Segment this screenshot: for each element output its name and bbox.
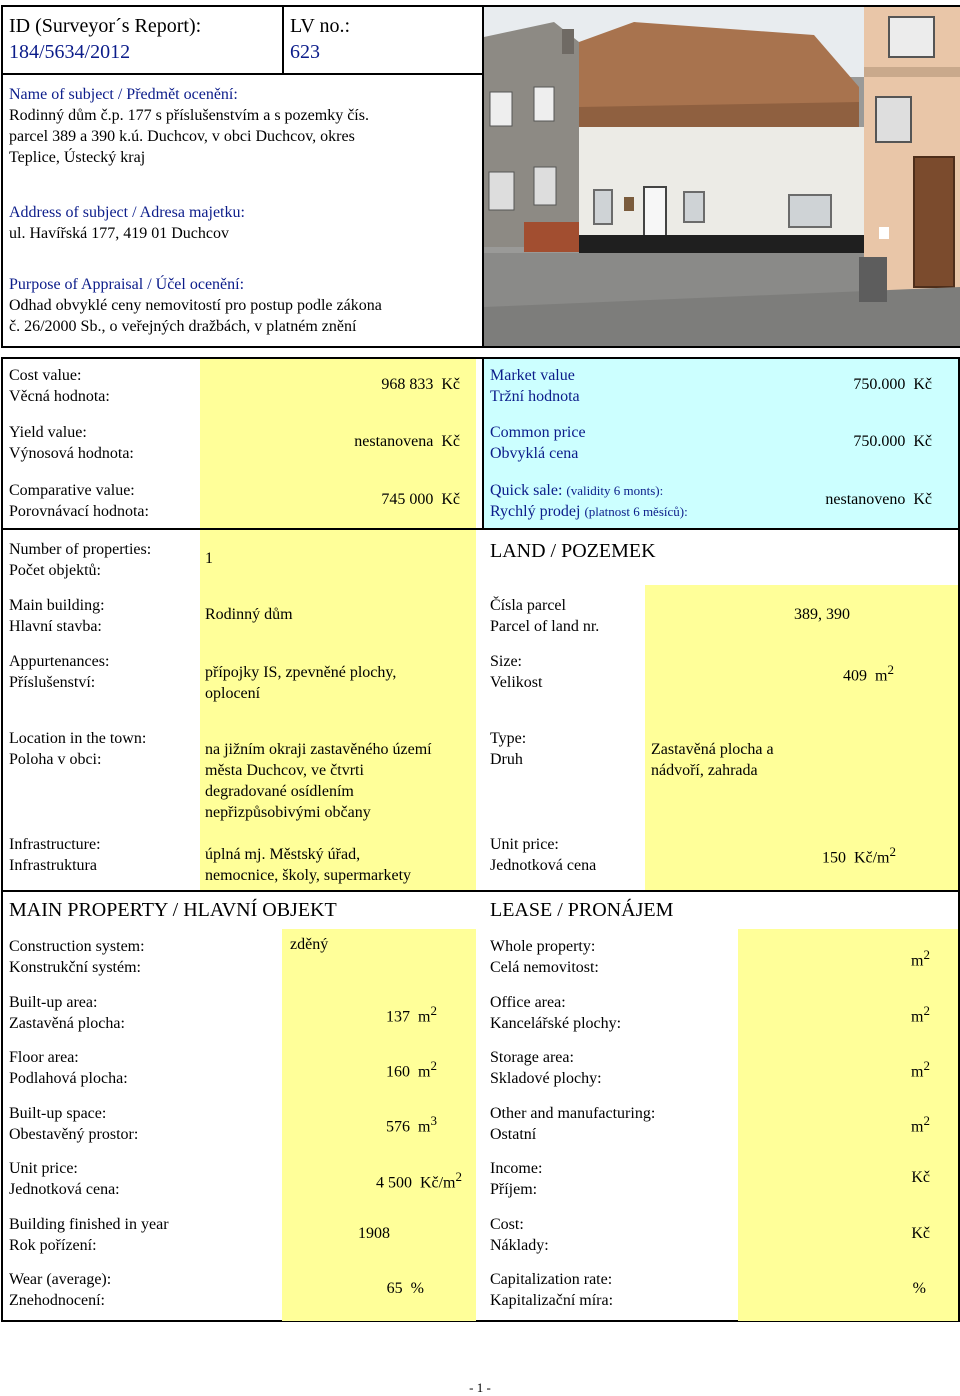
label-line: Počet objektů: <box>9 562 101 579</box>
label-line: Čísla parcel <box>490 597 566 614</box>
label-line: Unit price: <box>9 1160 78 1177</box>
label-line: Poloha v obci: <box>9 751 102 768</box>
unit: m <box>875 667 888 685</box>
house-photo-image <box>484 7 960 348</box>
unit-exponent: 2 <box>923 1058 930 1073</box>
label-line: Jednotková cena <box>490 857 597 874</box>
year-finished-label <box>9 1214 169 1256</box>
unit: m <box>911 952 924 970</box>
other-area-value <box>860 1113 930 1136</box>
currency: Kč <box>913 491 932 508</box>
amount: 65 <box>386 1280 403 1297</box>
amount: 745 000 <box>381 491 434 508</box>
quick-sale-en: Quick sale: <box>490 482 563 499</box>
label-line: Building finished in year <box>9 1216 169 1233</box>
subject-name-line: Teplice, Ústecký kraj <box>9 149 146 166</box>
label-line: Kancelářské plochy: <box>490 1015 622 1032</box>
currency: Kč <box>441 491 460 508</box>
capitalization-rate-unit: % <box>912 1280 926 1297</box>
label-line: Unit price: <box>490 836 559 853</box>
currency: Kč <box>913 433 932 450</box>
label-line: Office area: <box>490 994 566 1011</box>
building-unit-price-value <box>282 1169 462 1192</box>
unit-exponent: 2 <box>923 1003 930 1018</box>
parcel-value: 389, 390 <box>794 606 850 623</box>
purpose-label: Purpose of Appraisal / Účel ocenění: <box>9 276 245 293</box>
label-line: Storage area: <box>490 1049 574 1066</box>
land-section-title: LAND / POZEMEK <box>490 540 656 562</box>
label-line: Náklady: <box>490 1237 549 1254</box>
label-line: Construction system: <box>9 938 145 955</box>
cost-label <box>490 1214 549 1256</box>
purpose-line: Odhad obvyklé ceny nemovitostí pro postup podle zákona <box>9 297 382 314</box>
amount: 150 <box>821 849 846 867</box>
value-line: města Duchcov, ve čtvrti <box>205 762 364 779</box>
floor-area-value <box>282 1058 437 1081</box>
unit: Kč/m <box>853 849 890 867</box>
yield-value-label <box>9 422 134 464</box>
label-line: Income: <box>490 1160 543 1177</box>
land-size-value <box>700 662 894 685</box>
income-unit: Kč <box>911 1169 930 1186</box>
label-line: Zastavěná plocha: <box>9 1015 125 1032</box>
unit: m <box>911 1008 924 1026</box>
unit: m <box>911 1063 924 1081</box>
purpose-line: č. 26/2000 Sb., o veřejných dražbách, v platném znění <box>9 318 357 335</box>
unit-exponent: 2 <box>923 1113 930 1128</box>
id-value: 184/5634/2012 <box>9 41 131 63</box>
infrastructure-label <box>9 834 101 876</box>
amount: 968 833 <box>381 376 434 393</box>
label-line: Obestavěný prostor: <box>9 1126 139 1143</box>
currency: Kč <box>441 433 460 450</box>
surveyor-report-id <box>9 13 201 65</box>
amount: 4 500 <box>375 1174 412 1192</box>
label-line: Obvyklá cena <box>490 445 579 462</box>
quick-sale-label <box>490 480 688 522</box>
unit: m <box>418 1118 431 1136</box>
unit-exponent: 3 <box>430 1113 437 1128</box>
year-finished-value: 1908 <box>358 1225 390 1242</box>
office-area-value <box>860 1003 930 1026</box>
label-line: Other and manufacturing: <box>490 1105 656 1122</box>
label-line: Number of properties: <box>9 541 152 558</box>
unit-exponent: 2 <box>430 1058 437 1073</box>
unit-exponent: 2 <box>430 1003 437 1018</box>
wear-label <box>9 1269 111 1311</box>
label-line: Celá nemovitost: <box>490 959 599 976</box>
label-line: Skladové plochy: <box>490 1070 602 1087</box>
label-line: Common price <box>490 424 586 441</box>
label-line: Příjem: <box>490 1181 538 1198</box>
other-area-label <box>490 1103 655 1145</box>
parcel-label <box>490 595 599 637</box>
market-value-amount <box>700 376 932 394</box>
label-line: Parcel of land nr. <box>490 618 600 635</box>
label-line: Podlahová plocha: <box>9 1070 128 1087</box>
label-line: Capitalization rate: <box>490 1271 613 1288</box>
cost-unit: Kč <box>911 1225 930 1242</box>
whole-property-label <box>490 936 599 978</box>
common-price-label <box>490 422 586 464</box>
comparative-value-amount <box>200 491 460 509</box>
comparative-value-label <box>9 480 149 522</box>
value-line: nádvoří, zahrada <box>651 762 758 779</box>
unit-exponent: 2 <box>889 844 896 859</box>
amount: 409 <box>843 667 868 685</box>
income-label <box>490 1158 542 1200</box>
amount: 137 <box>386 1008 411 1026</box>
whole-property-value <box>860 947 930 970</box>
land-unit-price-label <box>490 834 596 876</box>
cost-value-amount <box>200 376 460 394</box>
property-values-bg <box>200 530 476 891</box>
unit: m <box>911 1118 924 1136</box>
builtup-area-label <box>9 992 125 1034</box>
value-line: nemocnice, školy, supermarkety <box>205 867 412 884</box>
lv-label: LV no.: <box>290 15 351 37</box>
label-line: Jednotková cena: <box>9 1181 120 1198</box>
label-line: Konstrukční systém: <box>9 959 141 976</box>
label-line: Cost value: <box>9 367 82 384</box>
label-line: Tržní hodnota <box>490 388 580 405</box>
floor-area-label <box>9 1047 128 1089</box>
label-line: Druh <box>490 751 523 768</box>
label-line: Cost: <box>490 1216 524 1233</box>
label-line: Market value <box>490 367 575 384</box>
lv-number <box>290 13 350 65</box>
page-number: - 1 - <box>469 1380 491 1395</box>
currency: Kč <box>441 376 460 393</box>
yield-value-amount <box>200 433 460 451</box>
address-label: Address of subject / Adresa majetku: <box>9 204 245 221</box>
land-size-label <box>490 651 542 693</box>
location-value <box>205 739 432 823</box>
label-line: Výnosová hodnota: <box>9 445 134 462</box>
land-unit-price-value <box>700 844 896 867</box>
lv-value: 623 <box>290 41 320 63</box>
builtup-space-value <box>282 1113 437 1136</box>
label-line: Ostatní <box>490 1126 537 1143</box>
label-line: Type: <box>490 730 527 747</box>
amount: nestanovena <box>354 433 434 450</box>
appraisal-purpose <box>9 274 479 337</box>
subject-name-line: Rodinný dům č.p. 177 s příslušenstvím a s pozemky čís. <box>9 107 369 124</box>
value-line: nepřizpůsobivými občany <box>205 804 371 821</box>
label-line: Infrastructure: <box>9 836 101 853</box>
label-line: Yield value: <box>9 424 87 441</box>
property-count-label <box>9 539 151 581</box>
main-building-value: Rodinný dům <box>205 606 293 623</box>
office-area-label <box>490 992 621 1034</box>
quick-sale-cz-note: (platnost 6 měsíců): <box>584 504 688 519</box>
unit: m <box>418 1063 431 1081</box>
label-line: Porovnávací hodnota: <box>9 503 149 520</box>
amount: nestanoveno <box>825 491 906 508</box>
construction-label <box>9 936 145 978</box>
quick-sale-cz: Rychlý prodej <box>490 503 581 520</box>
land-type-value <box>651 739 774 781</box>
storage-area-value <box>860 1058 930 1081</box>
label-line: Velikost <box>490 674 543 691</box>
capitalization-rate-label <box>490 1269 613 1311</box>
subject-address <box>9 202 479 244</box>
storage-area-label <box>490 1047 602 1089</box>
unit-exponent: 2 <box>887 662 894 677</box>
appurtenances-label <box>9 651 109 693</box>
unit: m <box>418 1008 431 1026</box>
label-line: Size: <box>490 653 522 670</box>
label-line: Whole property: <box>490 938 596 955</box>
label-line: Comparative value: <box>9 482 135 499</box>
label-line: Kapitalizační míra: <box>490 1292 614 1309</box>
quick-sale-amount <box>740 491 932 509</box>
land-type-label <box>490 728 526 770</box>
cost-value-label <box>9 365 110 407</box>
main-property-title: MAIN PROPERTY / HLAVNÍ OBJEKT <box>9 899 337 921</box>
value-line: Zastavěná plocha a <box>651 741 774 758</box>
label-line: Floor area: <box>9 1049 79 1066</box>
infrastructure-value <box>205 844 411 886</box>
unit-exponent: 2 <box>923 947 930 962</box>
amount: 576 <box>386 1118 411 1136</box>
value-line: na jižním okraji zastavěného území <box>205 741 432 758</box>
value-line: přípojky IS, zpevněné plochy, <box>205 664 397 681</box>
label-line: Infrastruktura <box>9 857 97 874</box>
label-line: Hlavní stavba: <box>9 618 102 635</box>
label-line: Znehodnocení: <box>9 1292 105 1309</box>
currency: Kč <box>913 376 932 393</box>
label-line: Wear (average): <box>9 1271 112 1288</box>
builtup-area-value <box>282 1003 437 1026</box>
label-line: Main building: <box>9 597 105 614</box>
builtup-space-label <box>9 1103 138 1145</box>
amount: 750.000 <box>853 376 906 393</box>
main-building-label <box>9 595 105 637</box>
label-line: Appurtenances: <box>9 653 110 670</box>
common-price-amount <box>700 433 932 451</box>
value-line: oplocení <box>205 685 261 702</box>
building-unit-price-label <box>9 1158 120 1200</box>
label-line: Příslušenství: <box>9 674 96 691</box>
location-label <box>9 728 146 770</box>
subject-name-label: Name of subject / Předmět ocenění: <box>9 86 238 103</box>
label-line: Built-up area: <box>9 994 98 1011</box>
lease-section-title: LEASE / PRONÁJEM <box>490 899 674 921</box>
value-line: úplná mj. Městský úřad, <box>205 846 361 863</box>
unit: % <box>410 1280 424 1297</box>
appurtenances-value <box>205 662 396 704</box>
address-value: ul. Havířská 177, 419 01 Duchcov <box>9 225 229 242</box>
property-count-value: 1 <box>205 550 213 567</box>
quick-sale-en-note: (validity 6 monts): <box>566 483 664 498</box>
wear-value <box>282 1280 424 1298</box>
subject-name <box>9 84 479 168</box>
label-line: Location in the town: <box>9 730 147 747</box>
label-line: Rok pořízení: <box>9 1237 97 1254</box>
amount: 160 <box>386 1063 411 1081</box>
label-line: Built-up space: <box>9 1105 107 1122</box>
market-value-label <box>490 365 580 407</box>
label-line: Věcná hodnota: <box>9 388 110 405</box>
unit-exponent: 2 <box>455 1169 462 1184</box>
id-label: ID (Surveyor´s Report): <box>9 15 202 37</box>
property-photo <box>484 5 960 348</box>
subject-name-line: parcel 389 a 390 k.ú. Duchcov, v obci Duchcov, okres <box>9 128 355 145</box>
unit: Kč/m <box>419 1174 456 1192</box>
construction-value: zděný <box>290 936 329 953</box>
amount: 750.000 <box>853 433 906 450</box>
value-line: degradované osídlením <box>205 783 354 800</box>
